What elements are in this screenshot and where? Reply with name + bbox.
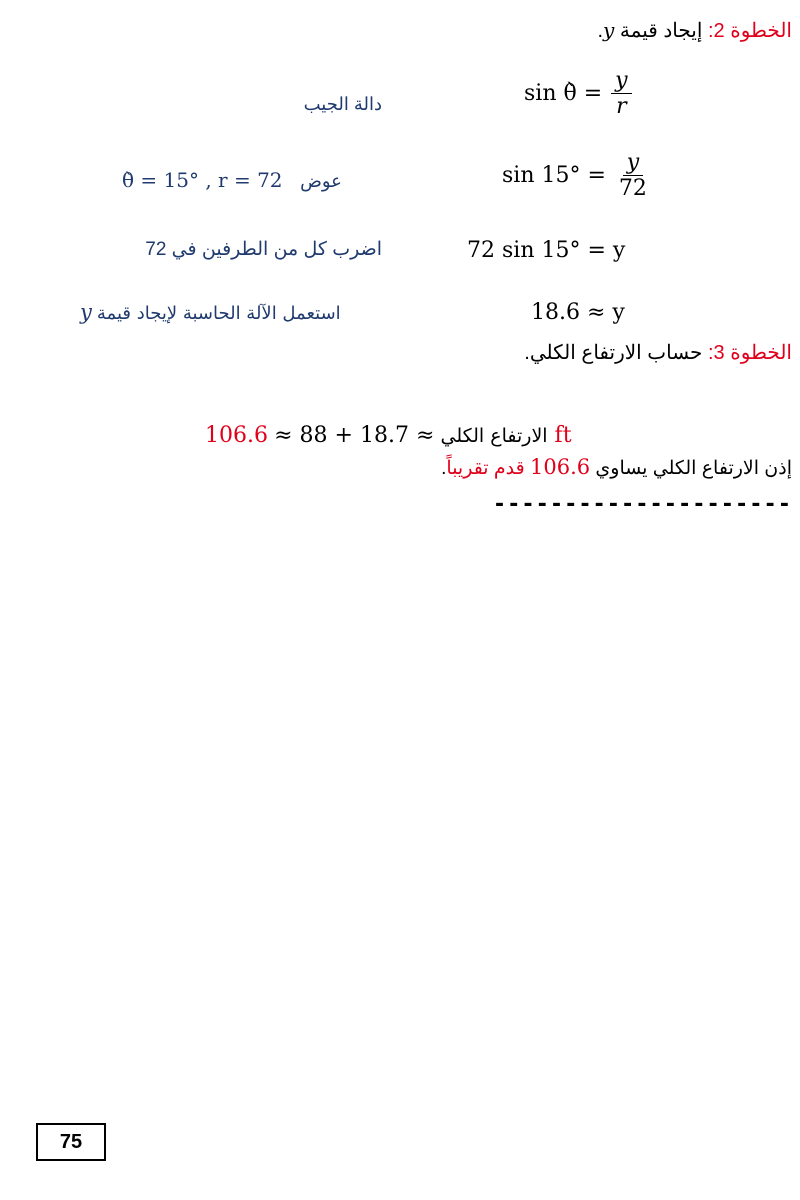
step3-heading: [524, 340, 792, 365]
total-height-result: 106.6 ft: [205, 423, 572, 448]
conclusion-end: .: [441, 458, 447, 479]
fraction: [611, 68, 631, 120]
fraction: [615, 150, 651, 202]
equation-substitute: [502, 150, 653, 202]
step2-label: الخطوة 2:: [707, 20, 792, 42]
conclusion-unit: قدم تقريباً: [446, 458, 525, 479]
conclusion-text: إذن الارتفاع الكلي يساوي: [595, 458, 792, 479]
equation-sine: [524, 68, 634, 120]
page-number: 75: [36, 1123, 106, 1161]
step2-end: .: [597, 20, 604, 42]
conclusion-value: 106.6: [529, 455, 591, 479]
note-calculator: [80, 300, 341, 324]
fraction-numerator: y: [623, 150, 643, 176]
note-substitute-math: θ̀ = 15° , r = 72: [122, 168, 283, 192]
fraction-denominator: 72: [618, 176, 647, 202]
fraction-denominator: r: [616, 94, 627, 120]
equation-multiply: 72 sin 15° = y: [467, 238, 626, 263]
total-height-expression: ≈ 18.7 + 88 ≈: [274, 423, 435, 448]
step2-text: إيجاد قيمة: [619, 20, 703, 42]
total-height-line: [205, 422, 572, 448]
step3-text: حساب الارتفاع الكلي.: [524, 342, 703, 364]
note-sine-function: دالة الجيب: [303, 94, 382, 114]
note-calculator-text: استعمل الآلة الحاسبة لإيجاد قيمة: [96, 303, 341, 324]
note-substitute-word: عوض: [300, 171, 342, 192]
total-height-label: الارتفاع الكلي: [440, 425, 548, 447]
step3-label: الخطوة 3:: [707, 342, 792, 364]
equation-lhs: sin 15° =: [502, 162, 606, 188]
equation-result: 18.6 ≈ y: [531, 300, 625, 325]
step2-heading: [597, 18, 792, 43]
note-multiply: اضرب كل من الطرفين في 72: [145, 239, 382, 260]
note-substitute: [122, 168, 342, 193]
step2-var: y: [603, 18, 615, 42]
conclusion: [441, 455, 792, 480]
equation-lhs: sin θ̀ =: [524, 80, 603, 106]
separator: ---------------------: [492, 492, 792, 517]
fraction-numerator: y: [611, 68, 631, 94]
note-calculator-var: y: [80, 300, 92, 324]
